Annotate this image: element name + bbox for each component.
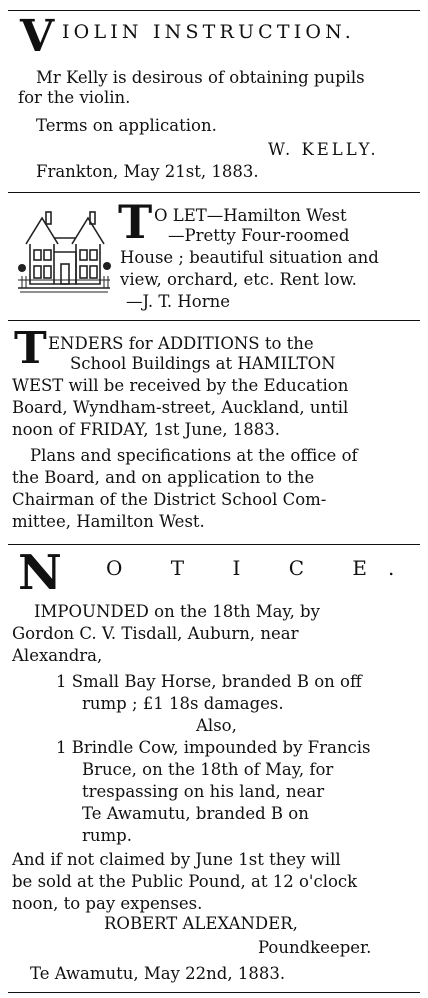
notice-line-2: Gordon C. V. Tisdall, Auburn, near xyxy=(12,624,299,643)
notice-line-7: 1 Brindle Cow, impounded by Francis xyxy=(56,738,371,757)
tenders-dropcap: T xyxy=(14,323,47,374)
violin-line-1: Mr Kelly is desirous of obtaining pupils xyxy=(36,68,365,87)
violin-dropcap: V xyxy=(20,11,55,62)
notice-line-6: Also, xyxy=(196,716,237,735)
rule-2 xyxy=(8,320,420,321)
tenders-line-4: Board, Wyndham-street, Auckland, until xyxy=(12,398,349,417)
tenders-line-5: noon of FRIDAY, 1st June, 1883. xyxy=(12,420,280,439)
tenders-line-3: WEST will be received by the Education xyxy=(12,376,349,395)
tenders-line-7: the Board, and on application to the xyxy=(12,468,315,487)
notice-title-poundkeeper: Poundkeeper. xyxy=(258,938,372,957)
violin-title: IOLIN INSTRUCTION. xyxy=(62,21,355,43)
notice-line-3: Alexandra, xyxy=(12,646,103,665)
to-let-dropcap: T xyxy=(118,195,153,249)
top-rule xyxy=(8,10,420,11)
rule-3 xyxy=(8,544,420,545)
notice-line-5: rump ; £1 18s damages. xyxy=(82,694,284,713)
notice-signature: ROBERT ALEXANDER, xyxy=(104,914,298,933)
notice-line-8: Bruce, on the 18th of May, for xyxy=(82,760,334,779)
violin-date: Frankton, May 21st, 1883. xyxy=(36,162,259,181)
notice-line-13: be sold at the Public Pound, at 12 o'clock xyxy=(12,872,358,891)
notice-title: O T I C E. xyxy=(106,556,416,580)
to-let-line-3: House ; beautiful situation and xyxy=(120,248,379,267)
bottom-rule xyxy=(8,992,420,993)
notice-line-1: IMPOUNDED on the 18th May, by xyxy=(34,602,320,621)
house-engraving xyxy=(16,204,112,296)
notice-line-11: rump. xyxy=(82,826,132,845)
notice-date: Te Awamutu, May 22nd, 1883. xyxy=(30,964,286,983)
notice-line-12: And if not claimed by June 1st they will xyxy=(12,850,341,869)
tenders-line-8: Chairman of the District School Com- xyxy=(12,490,327,509)
to-let-line-1: O LET—Hamilton West xyxy=(154,206,347,225)
tenders-line-9: mittee, Hamilton West. xyxy=(12,512,205,531)
violin-line-3: Terms on application. xyxy=(36,116,217,135)
violin-line-2: for the violin. xyxy=(18,88,131,107)
notice-line-14: noon, to pay expenses. xyxy=(12,894,203,913)
tenders-line-2: School Buildings at HAMILTON xyxy=(70,354,336,373)
notice-dropcap: N xyxy=(18,545,62,601)
violin-signature: W. KELLY. xyxy=(268,140,379,159)
to-let-line-2: —Pretty Four-roomed xyxy=(168,226,350,245)
to-let-line-5: —J. T. Horne xyxy=(126,292,230,311)
notice-line-10: Te Awamutu, branded B on xyxy=(82,804,309,823)
notice-line-9: trespassing on his land, near xyxy=(82,782,325,801)
rule-1 xyxy=(8,192,420,193)
notice-line-4: 1 Small Bay Horse, branded B on off xyxy=(56,672,362,691)
to-let-line-4: view, orchard, etc. Rent low. xyxy=(120,270,357,289)
tenders-line-1: ENDERS for ADDITIONS to the xyxy=(48,334,314,353)
tenders-line-6: Plans and specifications at the office of xyxy=(30,446,358,465)
